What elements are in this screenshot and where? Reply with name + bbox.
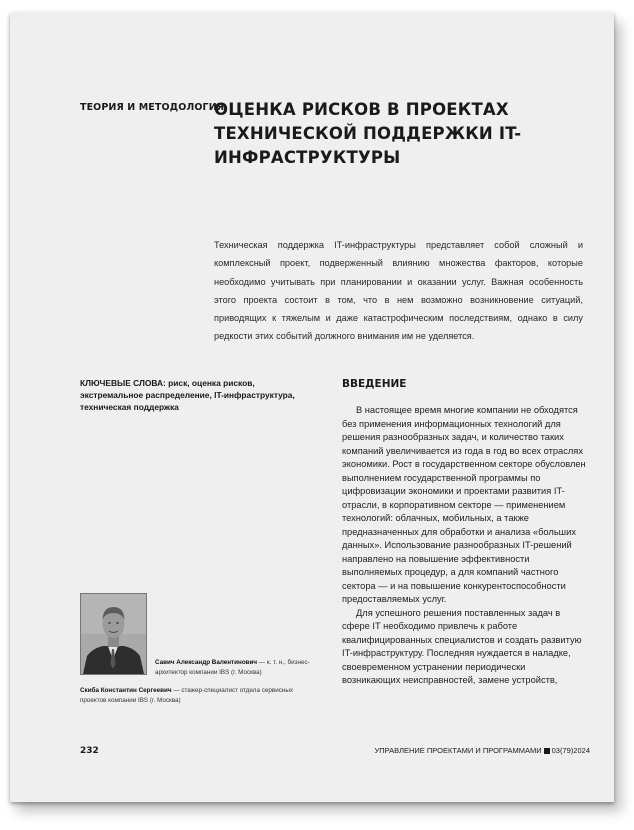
section-heading-introduction: ВВЕДЕНИЕ [342,378,407,390]
page-number: 232 [80,746,99,756]
author-2-credit [80,686,320,706]
journal-page [10,12,614,802]
author-1-credit [155,658,315,678]
body-paragraph-2: Для успешного решения поставленных задач в сфере IT необходимо привлечь к работе квалифицированных специалистов и создать развитую IT-инфраструктуру. Последняя нуждается в наладке, своевременном устранении периодически возникающих неисправностей, замене устройств, [342,607,582,685]
author-2-name: Скиба Константин Сергеевич [80,687,172,694]
portrait-icon [81,594,146,674]
article-title: ОЦЕНКА РИСКОВ В ПРОЕКТАХ ТЕХНИЧЕСКОЙ ПОДДЕРЖКИ IT-ИНФРАСТРУКТУРЫ [214,100,522,167]
journal-name: УПРАВЛЕНИЕ ПРОЕКТАМИ И ПРОГРАММАМИ [374,746,542,755]
article-abstract: Техническая поддержка IT-инфраструктуры представляет собой сложный и комплексный проект, подверженный влиянию множества факторов, которые необходимо учитывать при планировании и оказании услуг. Важная особенность этого проекта состоит в том, что в нем возможно возникновение ситуаций, приводящих к тяжелым и даже катастрофическим последствиям, однако в силу редкости этих событий должного внимания им не уделяется. [214,240,583,342]
body-paragraph-1: В настоящее время многие компании не обходятся без применения информационных технологий для решения разнообразных задач, и количество таких компаний увеличивается из года в год во всех отраслях экономики. Рост в государственном секторе обусловлен выполнением государственной программы по цифровизации экономики и проектами развития IT-отрасли, в корпоративном секторе — применением технологий: облачных, мобильных, а также предназначенных для обработки и анализа «больших данных». Использование разнообразных IT-решений направлено на повышение эффективности выполняемых процедур, а для компаний частного сектора — и на повышение конкурентоспособности предоставляемых услуг. [342,405,586,604]
author-1-description: — к. т. н., бизнес-архитектор компании IBS (г. Москва) [155,659,310,676]
article-body [342,404,586,688]
author-1-name: Савич Александр Валентинович [155,659,258,666]
author-portrait-photo [80,593,147,675]
section-rubric: ТЕОРИЯ И МЕТОДОЛОГИЯ [80,102,225,113]
author-2-description: — стажер-специалист отдела сервисных проектов компании IBS (г. Москва) [80,687,294,704]
square-bullet-icon [544,748,550,754]
keywords: КЛЮЧЕВЫЕ СЛОВА: риск, оценка рисков, экстремальное распределение, IT-инфраструктура, техническая поддержка [80,378,295,412]
journal-footer [375,746,591,755]
journal-issue: 03(79)2024 [551,746,590,755]
